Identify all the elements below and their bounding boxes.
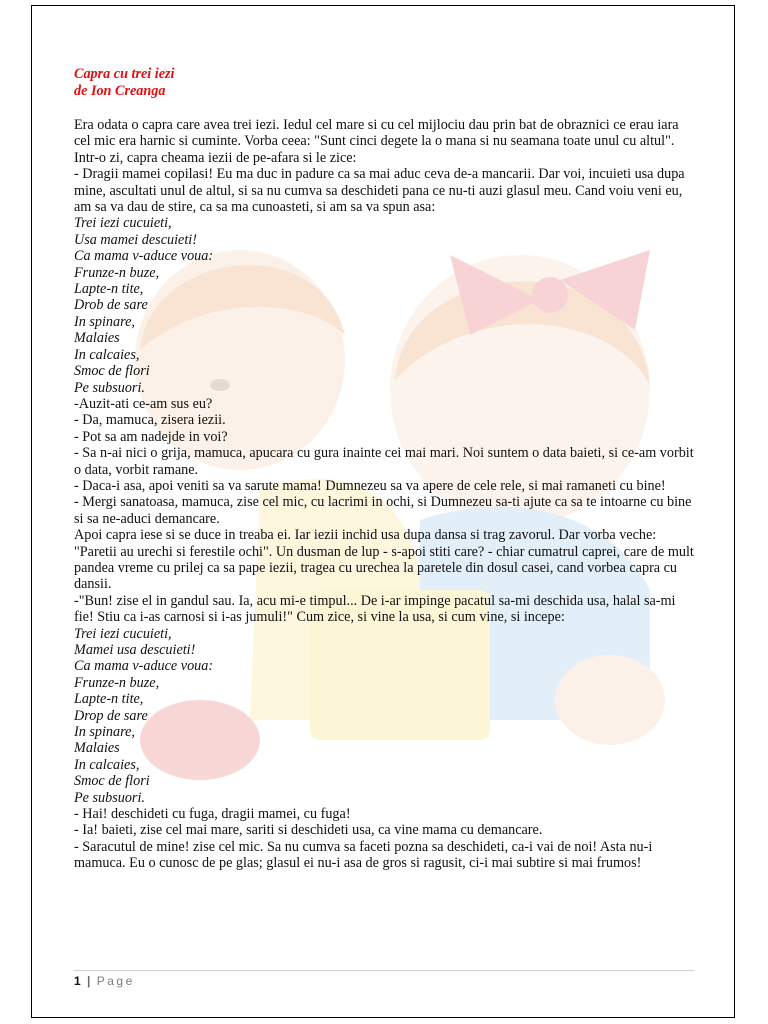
footer-separator: | xyxy=(87,974,91,988)
verse-line: Trei iezi cucuieti, xyxy=(74,625,172,642)
verse-line: Malaies xyxy=(74,740,120,757)
verse-line: Smoc de flori xyxy=(74,363,150,380)
story-author: de Ion Creanga xyxy=(74,83,166,99)
verse-line: Drob de sare xyxy=(74,297,148,314)
verse-line: Malaies xyxy=(74,330,120,347)
paragraph: - Dragii mamei copilasi! Eu ma duc in padure ca sa mai aduc ceva de-a mancarii. Dar voi, incuieti usa dupa mine, ascultati unul de altul, si sa nu cumva sa deschideti pana ce nu-ti auzi glasul meu. Cand voiu veni eu, am sa va dau de stire, ca sa ma cunoasteti, si am sa va spun asa: xyxy=(74,166,685,216)
verse-line: Lapte-n tite, xyxy=(74,691,144,708)
verse-line: Drop de sare xyxy=(74,707,148,724)
verse-line: Mamei usa descuieti! xyxy=(74,642,196,658)
title-block xyxy=(74,66,694,100)
paragraph: - Ia! baieti, zise cel mai mare, sariti si deschideti usa, ca vine mama cu demancare. xyxy=(74,822,543,839)
verse-line: In spinare, xyxy=(74,724,135,741)
page-footer xyxy=(74,974,135,988)
page-label: Page xyxy=(96,974,135,988)
verse-line: In calcaies, xyxy=(74,346,140,363)
paragraph: Era odata o capra care avea trei iezi. Iedul cel mare si cu cel mijlociu dau prin bat de obraznici ce erau iara cel mic era harnic si cuminte. Vorba ceea: "Sunt cinci degete la o mana si nu seamana toate unul cu altul". Intr-o zi, capra cheama iezii de pe-afara si le zice: xyxy=(74,117,679,166)
story-title: Capra cu trei iezi xyxy=(74,66,175,82)
verse-line: In spinare, xyxy=(74,313,135,330)
paragraph: - Hai! deschideti cu fuga, dragii mamei, cu fuga! xyxy=(74,806,351,823)
verse-line: Frunze-n buze, xyxy=(74,674,160,691)
paragraph: Apoi capra iese si se duce in treaba ei. Iar iezii inchid usa dupa dansa si trag zavorul. Dar vorba veche: "Paretii au urechi si ferestile ochi". Un dusman de lup - s-apoi stiti care? - chiar cumatrul caprei, care de mult pandea vreme cu prilej ca sa pape iezii, tragea cu urechea la paretele din dosul casei, cand vorbea capra cu dansii. xyxy=(74,527,694,593)
verse-line: Frunze-n buze, xyxy=(74,264,160,281)
story-text xyxy=(74,117,694,872)
verse-line: Pe subsuori. xyxy=(74,789,145,806)
paragraph: - Saracutul de mine! zise cel mic. Sa nu cumva sa faceti pozna sa deschideti, ca-i vai de noi! Asta nu-i mamuca. Eu o cunosc de pe glas; glasul ei nu-i asa de gros si ragusit, ci-i mai subtire si mai frumos! xyxy=(74,838,653,872)
verse-line: Trei iezi cucuieti, xyxy=(74,215,172,232)
paragraph: -"Bun! zise el in gandul sau. Ia, acu mi-e timpul... De i-ar impinge pacatul sa-mi deschida usa, halal sa-mi fie! Stiu ca i-as carnosi si i-as jumuli!" Cum zice, si vine la usa, si cum vine, si incepe: xyxy=(74,592,676,626)
verse-line: Ca mama v-aduce voua: xyxy=(74,658,214,675)
document-body xyxy=(74,66,694,872)
paragraph: - Da, mamuca, zisera iezii. xyxy=(74,412,226,429)
verse-line: Ca mama v-aduce voua: xyxy=(74,248,214,265)
verse-line: Smoc de flori xyxy=(74,773,150,790)
paragraph: - Pot sa am nadejde in voi? xyxy=(74,428,228,445)
paragraph: - Daca-i asa, apoi veniti sa va sarute mama! Dumnezeu sa va apere de cele rele, si mai ramaneti cu bine! xyxy=(74,477,666,494)
verse-line: Lapte-n tite, xyxy=(74,281,144,298)
verse-line: Pe subsuori. xyxy=(74,379,145,396)
paragraph: - Sa n-ai nici o grija, mamuca, apucara cu gura inainte cei mai mari. Noi suntem o data baieti, si ce-am vorbit o data, vorbit ramane. xyxy=(74,445,694,478)
paragraph: -Auzit-ati ce-am sus eu? xyxy=(74,395,213,412)
paragraph: - Mergi sanatoasa, mamuca, zise cel mic, cu lacrimi in ochi, si Dumnezeu sa-ti ajute ca sa te intoarne cu bine si sa ne-aduci demancare. xyxy=(74,494,692,527)
verse-line: Usa mamei descuieti! xyxy=(74,231,197,248)
verse-line: In calcaies, xyxy=(74,756,140,773)
footer-divider xyxy=(74,970,694,971)
page-number: 1 xyxy=(74,974,81,988)
